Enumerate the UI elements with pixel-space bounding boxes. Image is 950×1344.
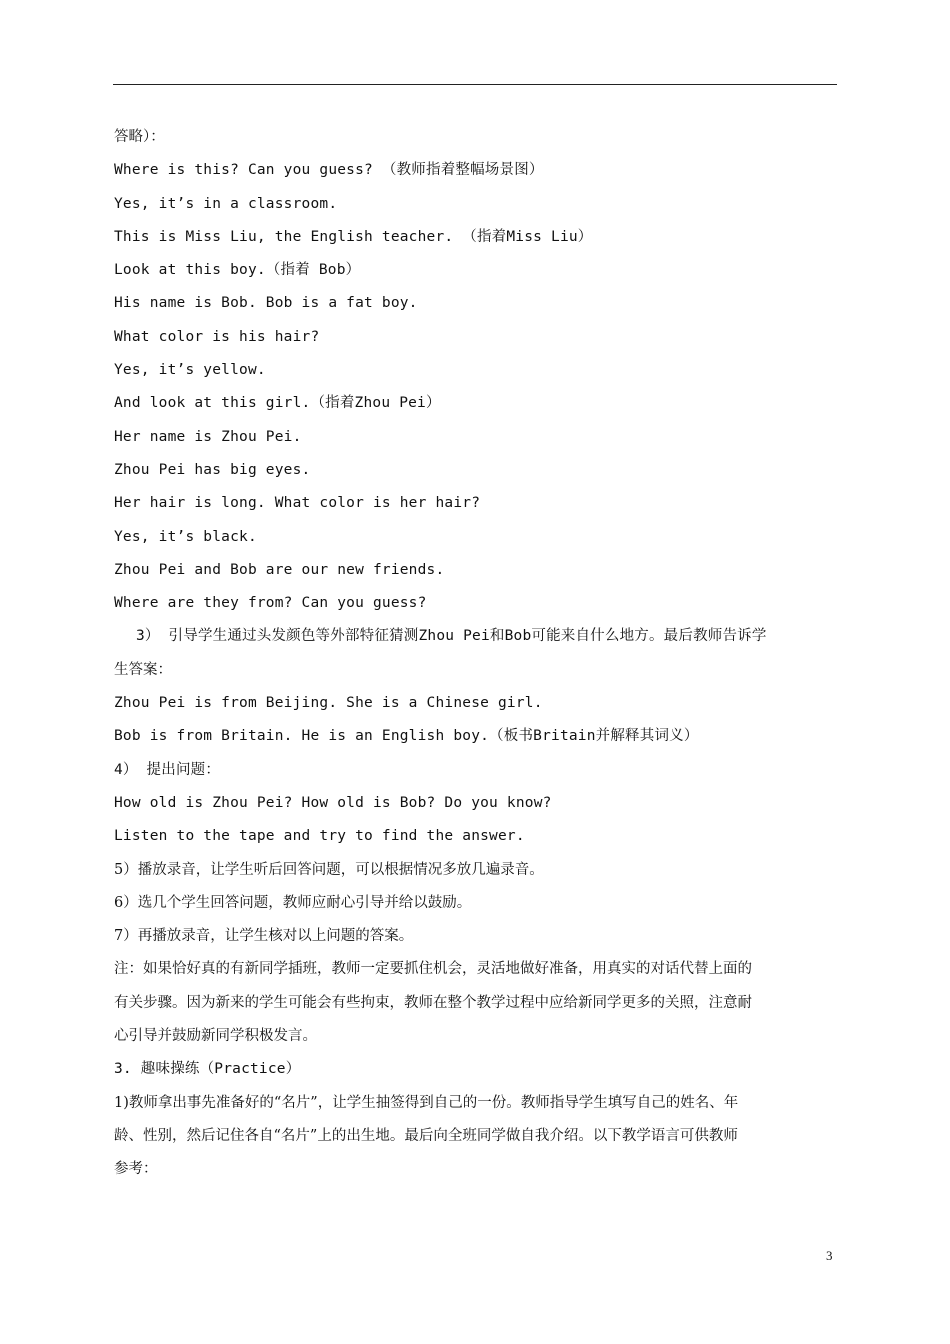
text-line: 4） 提出问题： bbox=[114, 761, 221, 778]
text-line: 生答案： bbox=[114, 661, 172, 678]
text-line: Where is this? Can you guess? （教师指着整幅场景图） bbox=[114, 162, 544, 179]
text-line: 3） 引导学生通过头发颜色等外部特征猜测Zhou Pei和Bob可能来自什么地方。最后教师告诉学 bbox=[136, 628, 767, 645]
text-line: Bob is from Britain. He is an English boy.（板书Britain并解释其词义） bbox=[114, 728, 699, 745]
text-line: What color is his hair? bbox=[114, 328, 320, 345]
text-line: And look at this girl.（指着Zhou Pei） bbox=[114, 395, 441, 412]
text-line: Her name is Zhou Pei. bbox=[114, 428, 302, 445]
header-rule bbox=[113, 84, 837, 85]
text-line: Look at this boy.（指着 Bob） bbox=[114, 262, 361, 279]
text-line: 参考： bbox=[114, 1161, 158, 1178]
text-line: 龄、性别，然后记住各自“名片”上的出生地。最后向全班同学做自我介绍。以下教学语言可供教师 bbox=[114, 1127, 738, 1144]
text-line: 3. 趣味操练（Practice） bbox=[114, 1061, 301, 1078]
text-line: How old is Zhou Pei? How old is Bob? Do you know? bbox=[114, 794, 552, 811]
page-number: 3 bbox=[826, 1248, 833, 1263]
text-line: 1)教师拿出事先准备好的“名片”，让学生抽签得到自己的一份。教师指导学生填写自己的姓名、年 bbox=[114, 1094, 739, 1111]
text-line: Yes, it’s black. bbox=[114, 528, 257, 545]
text-line: Listen to the tape and try to find the answer. bbox=[114, 828, 525, 845]
text-line: Zhou Pei has big eyes. bbox=[114, 461, 311, 478]
text-line: Yes, it’s in a classroom. bbox=[114, 195, 338, 212]
text-line: Zhou Pei and Bob are our new friends. bbox=[114, 561, 445, 578]
text-line: Zhou Pei is from Beijing. She is a Chinese girl. bbox=[114, 695, 543, 712]
text-line: 有关步骤。因为新来的学生可能会有些拘束，教师在整个教学过程中应给新同学更多的关照，注意耐 bbox=[114, 994, 752, 1011]
text-line: 5）播放录音，让学生听后回答问题，可以根据情况多放几遍录音。 bbox=[114, 861, 544, 878]
text-line: 7）再播放录音，让学生核对以上问题的答案。 bbox=[114, 928, 414, 945]
document-body bbox=[114, 121, 838, 1187]
text-line: 注：如果恰好真的有新同学插班，教师一定要抓住机会，灵活地做好准备，用真实的对话代替上面的 bbox=[114, 961, 752, 978]
text-line: Yes, it’s yellow. bbox=[114, 362, 266, 379]
text-line: Her hair is long. What color is her hair? bbox=[114, 495, 481, 512]
text-line: 心引导并鼓励新同学积极发言。 bbox=[114, 1028, 317, 1045]
text-line: His name is Bob. Bob is a fat boy. bbox=[114, 295, 418, 312]
text-line: 答略）： bbox=[114, 129, 165, 145]
text-line: Where are they from? Can you guess? bbox=[114, 595, 427, 612]
text-line: This is Miss Liu, the English teacher. （指着Miss Liu） bbox=[114, 228, 593, 245]
text-line: 6）选几个学生回答问题，教师应耐心引导并给以鼓励。 bbox=[114, 894, 472, 911]
